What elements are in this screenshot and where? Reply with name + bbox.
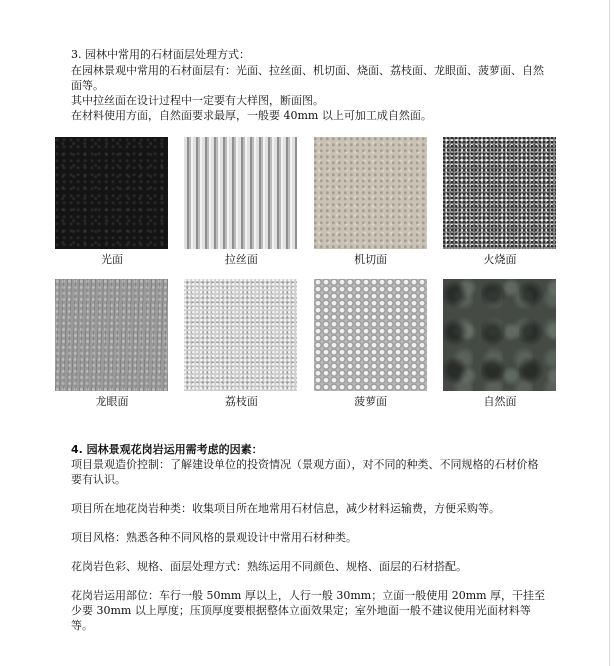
finish-item — [443, 137, 557, 267]
page-edge-line — [609, 0, 610, 666]
paragraph: 项目景观造价控制：了解建设单位的投资情况（景观方面），对不同的种类、不同规格的石材价格要有认识。 — [71, 458, 539, 486]
polished-stone-image — [55, 137, 168, 249]
finish-caption: 菠萝面 — [354, 395, 388, 408]
finish-image-grid — [55, 137, 557, 409]
section-title: 4. 园林景观花岗岩运用需考虑的因素： — [71, 443, 263, 456]
bush-hammered-stone-image — [184, 279, 297, 391]
finish-row — [55, 137, 557, 267]
finish-item — [184, 279, 298, 409]
finish-row — [55, 279, 557, 409]
finish-caption: 荔枝面 — [224, 395, 258, 408]
paragraph-line: 在园林景观中常用的石材面层有：光面、拉丝面、机切面、烧面、荔枝面、龙眼面、菠萝面、自然面等。 — [71, 64, 544, 92]
finish-item — [314, 279, 428, 409]
paragraph: 项目风格：熟悉各种不同风格的景观设计中常用石材种类。 — [71, 531, 357, 544]
paragraph: 项目所在地花岗岩种类：收集项目所在地常用石材信息，减少材料运输费，方便采购等。 — [71, 502, 500, 515]
paragraph-line: 其中拉丝面在设计过程中一定要有大样图，断面图。 — [71, 94, 324, 107]
paragraph-line: 在材料使用方面，自然面要求最厚，一般要 40mm 以上可加工成自然面。 — [71, 109, 432, 122]
finish-caption: 自然面 — [483, 395, 517, 408]
finish-caption: 龙眼面 — [95, 395, 129, 408]
finish-item — [314, 137, 428, 267]
paragraph: 花岗岩色彩、规格、面层处理方式：熟练运用不同颜色、规格、面层的石材搭配。 — [71, 560, 467, 573]
natural-split-stone-image — [443, 279, 556, 391]
sawn-stone-image — [314, 137, 427, 249]
finish-caption: 火烧面 — [483, 253, 517, 266]
finish-item — [55, 137, 169, 267]
flamed-stone-image — [443, 137, 556, 249]
finish-caption: 机切面 — [354, 253, 388, 266]
pineapple-stone-image — [314, 279, 427, 391]
grooved-stone-image — [184, 137, 297, 249]
section-title: 3. 园林中常用的石材面层处理方式： — [71, 48, 250, 61]
finish-item — [184, 137, 298, 267]
section-stone-finishes — [71, 47, 551, 123]
finish-item — [55, 279, 169, 409]
paragraph: 花岗岩运用部位：车行一般 50mm 厚以上，人行一般 30mm；立面一般使用 20mm 厚，干挂至少要 30mm 以上厚度；压顶厚度要根据整体立面效果定；室外地面一般不建议使用光面材料等等。 — [71, 589, 546, 632]
finish-item — [443, 279, 557, 409]
dragon-eye-stone-image — [55, 279, 168, 391]
finish-caption: 拉丝面 — [224, 253, 258, 266]
section-granite-factors — [71, 442, 549, 647]
finish-caption: 光面 — [101, 253, 123, 266]
